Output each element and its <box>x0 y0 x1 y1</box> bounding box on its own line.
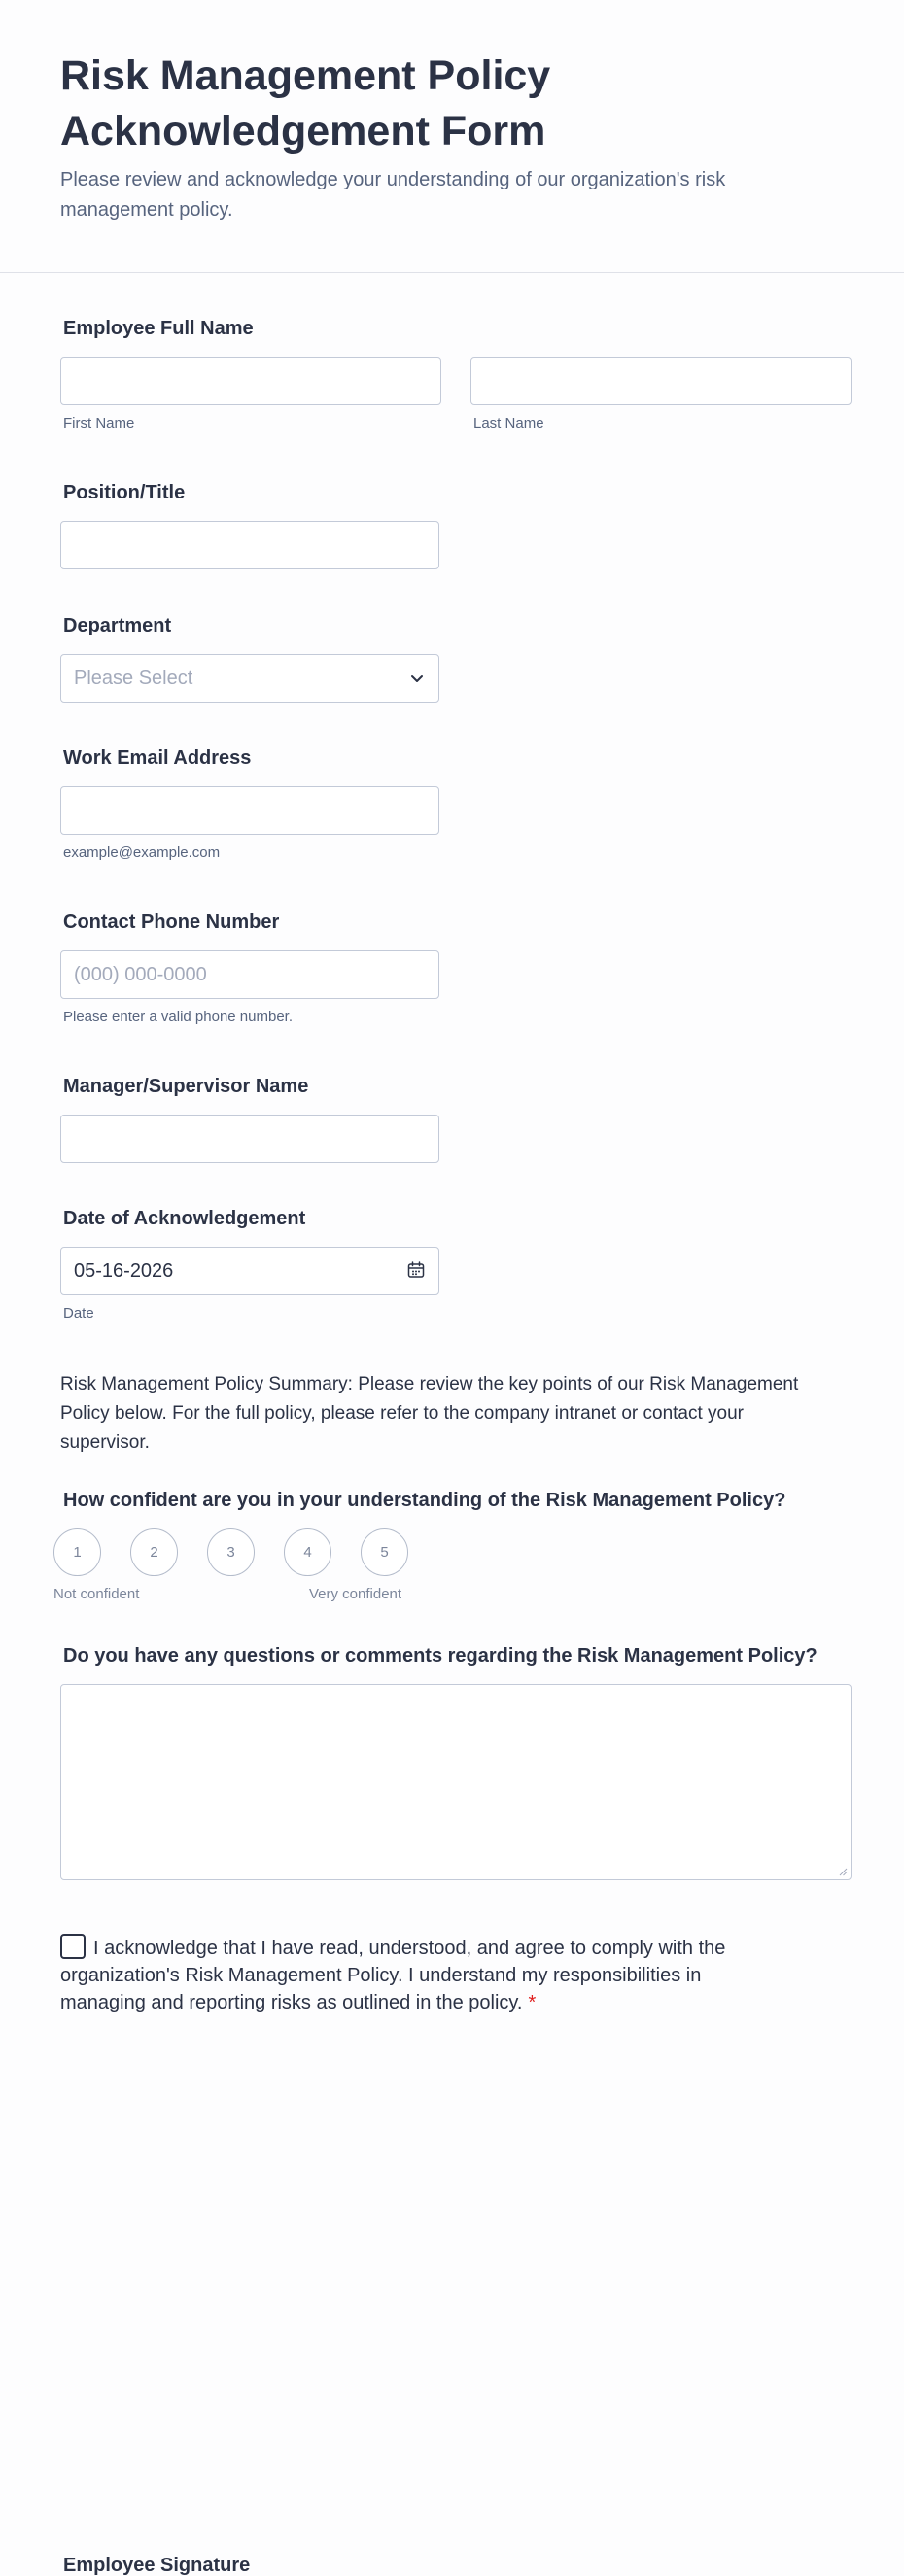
phone-field <box>60 910 439 1026</box>
policy-summary: Risk Management Policy Summary: Please review the key points of our Risk Management Policy below. For the full policy, please refer to the company intranet or contact your supervisor. <box>60 1374 799 1453</box>
phone-input[interactable]: (000) 000-0000 <box>60 950 439 999</box>
rating-options <box>53 1528 442 1576</box>
position-field <box>60 480 439 569</box>
department-select[interactable] <box>60 654 439 703</box>
full-name-field <box>60 316 852 432</box>
email-input[interactable] <box>60 786 439 835</box>
position-input[interactable] <box>60 521 439 569</box>
confidence-question <box>60 1488 785 1528</box>
email-sublabel: example@example.com <box>63 844 221 861</box>
phone-label: Contact Phone Number <box>63 911 280 933</box>
date-label: Date of Acknowledgement <box>63 1208 306 1229</box>
comments-textarea[interactable] <box>60 1684 852 1880</box>
last-name-col <box>470 357 852 432</box>
date-sublabel: Date <box>63 1305 94 1322</box>
rating-scale-labels <box>53 1586 442 1605</box>
rating-option-2[interactable]: 2 <box>130 1528 178 1576</box>
first-name-input[interactable] <box>60 357 441 405</box>
position-label: Position/Title <box>63 482 186 503</box>
date-input[interactable]: 05-16-2026 <box>60 1247 439 1295</box>
department-label: Department <box>63 615 172 636</box>
form-subtitle: Please review and acknowledge your understanding of our organization's risk management policy. <box>60 169 726 221</box>
rating-high-label: Very confident <box>309 1586 402 1602</box>
acknowledgement-checkbox[interactable] <box>60 1934 86 1959</box>
acknowledgement-text: I acknowledge that I have read, understood, and agree to comply with the organization's Risk Management Policy. I understand my responsibilities in managing and reporting risks as outlined in the policy. <box>60 1938 726 2013</box>
department-field <box>60 613 439 703</box>
rating-option-4[interactable]: 4 <box>284 1528 331 1576</box>
calendar-icon[interactable] <box>406 1260 426 1280</box>
first-name-sublabel: First Name <box>63 415 135 431</box>
manager-input[interactable] <box>60 1115 439 1163</box>
resize-grip-icon[interactable] <box>838 1867 848 1876</box>
rating-option-1[interactable]: 1 <box>53 1528 101 1576</box>
date-field <box>60 1206 439 1322</box>
rating-option-5[interactable]: 5 <box>361 1528 408 1576</box>
required-mark: * <box>528 1992 537 2013</box>
last-name-sublabel: Last Name <box>473 415 544 431</box>
date-picker[interactable] <box>60 1247 439 1295</box>
chevron-down-icon <box>408 670 426 687</box>
signature-label: Employee Signature <box>63 2555 251 2576</box>
acknowledgement-checkbox-row[interactable] <box>60 1934 760 2016</box>
email-label: Work Email Address <box>63 747 252 769</box>
full-name-label: Employee Full Name <box>63 318 254 339</box>
department-select-value[interactable]: Please Select <box>60 654 439 703</box>
confidence-label: How confident are you in your understanding of the Risk Management Policy? <box>63 1490 786 1511</box>
form-header <box>0 0 904 273</box>
phone-sublabel: Please enter a valid phone number. <box>63 1009 293 1025</box>
name-row <box>60 357 852 432</box>
last-name-input[interactable] <box>470 357 852 405</box>
comments-field <box>60 1643 852 1880</box>
comments-label: Do you have any questions or comments regarding the Risk Management Policy? <box>63 1645 817 1666</box>
manager-field <box>60 1074 439 1163</box>
email-field <box>60 745 439 862</box>
manager-label: Manager/Supervisor Name <box>63 1076 309 1097</box>
confidence-rating <box>53 1528 442 1605</box>
form-title: Risk Management Policy Acknowledgement Form <box>60 52 551 155</box>
first-name-col <box>60 357 441 432</box>
rating-option-3[interactable]: 3 <box>207 1528 255 1576</box>
rating-low-label: Not confident <box>53 1586 140 1602</box>
